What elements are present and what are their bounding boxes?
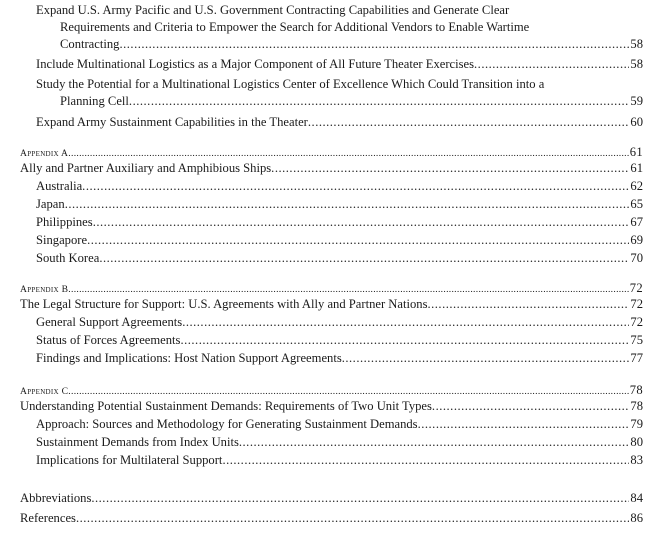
page-number: 60 bbox=[630, 115, 643, 129]
dot-leader bbox=[82, 178, 629, 195]
toc-entry[interactable] bbox=[36, 76, 643, 110]
page-number: 86 bbox=[630, 511, 643, 525]
dot-leader bbox=[93, 214, 630, 231]
page-number: 72 bbox=[629, 281, 643, 295]
appendix-label: Appendix B bbox=[20, 284, 69, 295]
toc-entry[interactable] bbox=[20, 510, 643, 527]
dot-leader bbox=[474, 56, 629, 73]
dot-leader bbox=[342, 350, 630, 367]
page-number: 83 bbox=[630, 453, 643, 467]
toc-entry-title: Include Multinational Logistics as a Major Component of All Future Theater Exercises bbox=[36, 57, 475, 71]
toc-entry[interactable] bbox=[36, 232, 643, 249]
toc-entry[interactable] bbox=[20, 160, 643, 177]
toc-entry[interactable] bbox=[36, 332, 643, 349]
toc-entry[interactable] bbox=[36, 314, 643, 331]
dot-leader bbox=[427, 296, 629, 313]
toc-entry-title: Implications for Multilateral Support bbox=[36, 453, 223, 467]
page-number: 72 bbox=[630, 315, 643, 329]
toc-entry[interactable] bbox=[36, 416, 643, 433]
page-number: 65 bbox=[630, 197, 643, 211]
toc-entry-title: Approach: Sources and Methodology for Generating Sustainment Demands bbox=[36, 417, 418, 431]
page-number: 62 bbox=[630, 179, 643, 193]
page-number: 69 bbox=[630, 233, 643, 247]
page-number: 80 bbox=[630, 435, 643, 449]
toc-entry[interactable] bbox=[36, 56, 643, 73]
dot-leader bbox=[432, 398, 629, 415]
toc-entry-title: Singapore bbox=[36, 233, 88, 247]
toc-entry-title: The Legal Structure for Support: U.S. Agreements with Ally and Partner Nations bbox=[20, 297, 428, 311]
page-number: 75 bbox=[630, 333, 643, 347]
toc-entry-title: Study the Potential for a Multinational Logistics Center of Excellence Which Could Transition into a bbox=[36, 77, 545, 91]
page-number: 61 bbox=[629, 145, 643, 159]
toc-entry-title: References bbox=[20, 511, 76, 525]
dot-leader bbox=[182, 314, 629, 331]
dot-leader bbox=[222, 452, 629, 469]
toc-entry-title: Expand U.S. Army Pacific and U.S. Government Contracting Capabilities and Generate Clear bbox=[36, 3, 510, 17]
dot-leader bbox=[308, 114, 630, 131]
toc-entry[interactable] bbox=[36, 2, 643, 53]
page-number: 59 bbox=[630, 94, 643, 108]
page-number: 78 bbox=[629, 383, 643, 397]
toc-entry-title: Findings and Implications: Host Nation Support Agreements bbox=[36, 351, 342, 365]
dot-leader bbox=[239, 434, 630, 451]
toc-entry-title: Philippines bbox=[36, 215, 93, 229]
toc-entry-title: Expand Army Sustainment Capabilities in the Theater bbox=[36, 115, 308, 129]
dot-leader bbox=[87, 232, 629, 249]
toc-entry[interactable] bbox=[36, 250, 643, 267]
dot-leader bbox=[418, 416, 630, 433]
page-number: 72 bbox=[630, 297, 643, 311]
dot-leader bbox=[271, 160, 629, 177]
toc-entry[interactable] bbox=[36, 114, 643, 131]
toc-entry-title: Australia bbox=[36, 179, 83, 193]
toc-entry-title: Status of Forces Agreements bbox=[36, 333, 181, 347]
dot-leader bbox=[99, 250, 629, 267]
page-number: 58 bbox=[630, 57, 643, 71]
dot-leader bbox=[76, 510, 629, 527]
toc-entry-title: Sustainment Demands from Index Units bbox=[36, 435, 239, 449]
page-number: 70 bbox=[630, 251, 643, 265]
toc-entry-title: General Support Agreements bbox=[36, 315, 183, 329]
toc-entry-title-continued: Contracting bbox=[60, 37, 120, 51]
toc-entry-title: Ally and Partner Auxiliary and Amphibious Ships bbox=[20, 161, 272, 175]
toc-entry-title-continued: Planning Cell bbox=[60, 94, 129, 108]
toc-entry[interactable] bbox=[36, 196, 643, 213]
page-number: 77 bbox=[630, 351, 643, 365]
toc-entry-title: South Korea bbox=[36, 251, 100, 265]
page-number: 79 bbox=[630, 417, 643, 431]
appendix-label: Appendix C bbox=[20, 386, 69, 397]
toc-entry[interactable] bbox=[36, 214, 643, 231]
page-number: 78 bbox=[630, 399, 643, 413]
toc-entry[interactable] bbox=[36, 178, 643, 195]
toc-entry[interactable] bbox=[36, 434, 643, 451]
page-number: 61 bbox=[630, 161, 643, 175]
dot-leader bbox=[180, 332, 629, 349]
dot-leader bbox=[91, 490, 629, 507]
appendix-label: Appendix A bbox=[20, 148, 69, 159]
page-number: 84 bbox=[630, 491, 643, 505]
toc-entry[interactable] bbox=[20, 296, 643, 313]
toc-entry[interactable] bbox=[20, 398, 643, 415]
dot-leader bbox=[119, 36, 629, 53]
toc-entry[interactable] bbox=[36, 350, 643, 367]
dot-leader bbox=[129, 93, 629, 110]
toc-entry-title: Abbreviations bbox=[20, 491, 92, 505]
toc-entry-title: Japan bbox=[36, 197, 65, 211]
dot-leader bbox=[65, 196, 630, 213]
page-number: 67 bbox=[630, 215, 643, 229]
toc-entry-title: Understanding Potential Sustainment Demands: Requirements of Two Unit Types bbox=[20, 399, 432, 413]
toc-entry-title-continued: Requirements and Criteria to Empower the Search for Additional Vendors to Enable Wartime bbox=[60, 20, 530, 34]
page-number: 58 bbox=[630, 37, 643, 51]
toc-entry[interactable] bbox=[20, 490, 643, 507]
toc-entry[interactable] bbox=[36, 452, 643, 469]
